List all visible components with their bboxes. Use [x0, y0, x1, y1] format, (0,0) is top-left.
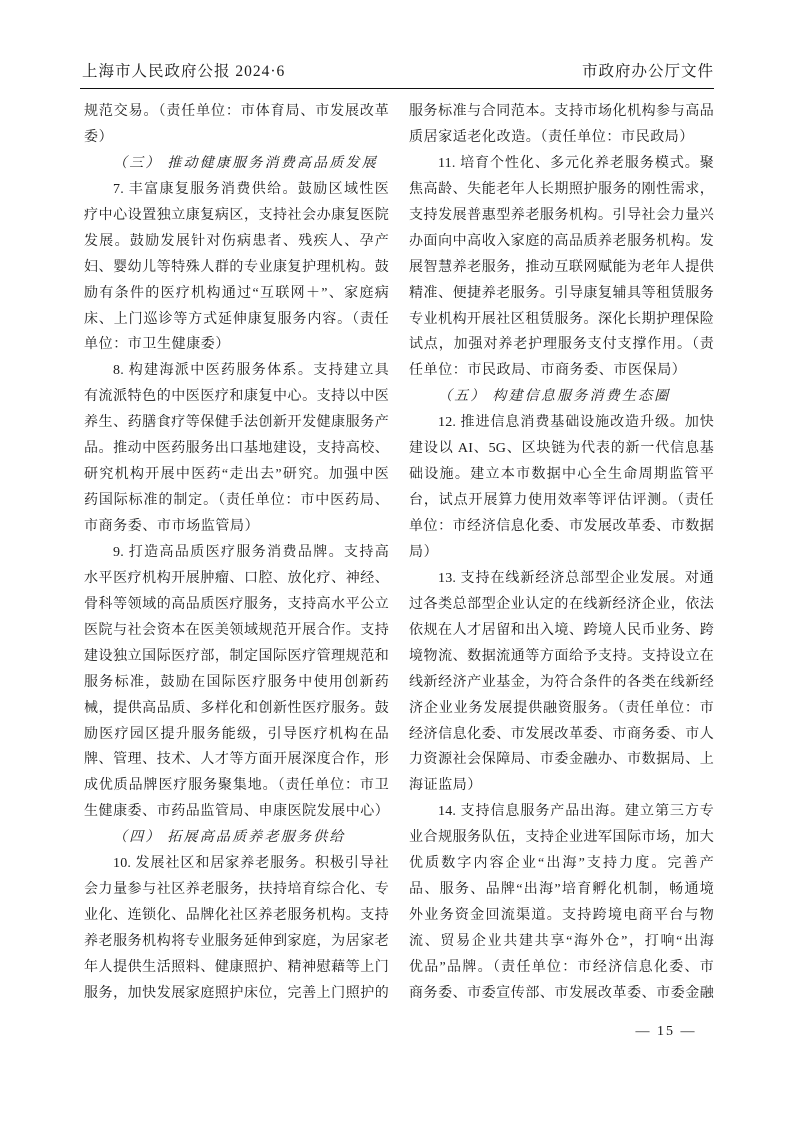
text-line: 品、服务、品牌“出海”培育孵化机制，畅通境 — [409, 882, 714, 898]
text-line: 精准、便捷养老服务。引导康复辅具等租赁服务 — [409, 285, 714, 301]
text-line: 励有条件的医疗机构通过“互联网＋”、家庭病 — [84, 285, 389, 301]
text-line: 专业机构开展社区租赁服务。深化长期护理保险 — [409, 311, 714, 327]
text-line: 优质数字内容企业“出海”支持力度。完善产 — [409, 856, 714, 872]
text-line: 委） — [84, 129, 114, 145]
text-line: 优品”品牌。（责任单位：市经济信息化委、市 — [409, 959, 714, 975]
text-line: 过各类总部型企业认定的在线新经济企业，依法 — [409, 596, 714, 612]
text-line: 励医疗园区提升服务能级，引导医疗机构在品 — [84, 726, 389, 742]
text-line: 疗中心设置独立康复病区，支持社会办康复医院 — [84, 207, 389, 223]
section-heading: （三） 推动健康服务消费高品质发展 — [113, 155, 378, 171]
text-line: 展智慧养老服务，推动互联网赋能为老年人提供 — [409, 259, 714, 275]
page-number: — 15 — — [635, 1024, 697, 1039]
text-line: 线新经济产业基金，为符合条件的各类在线新经 — [409, 674, 714, 690]
page-header — [82, 61, 714, 81]
text-line: 7. 丰富康复服务消费供给。鼓励区域性医 — [113, 181, 389, 197]
header-section-title: 市政府办公厅文件 — [581, 63, 714, 80]
text-line: 海证监局） — [409, 778, 482, 794]
text-line: 床、上门巡诊等方式延伸康复服务内容。（责任 — [84, 311, 389, 327]
text-line: 服务标准与合同范本。支持市场化机构参与高品 — [409, 104, 714, 119]
text-line: 11. 培育个性化、多元化养老服务模式。聚 — [438, 155, 714, 171]
text-line: 发展。鼓励发展针对伤病患者、残疾人、孕产 — [84, 233, 389, 249]
text-line: 妇、婴幼儿等特殊人群的专业康复护理机构。鼓 — [84, 259, 389, 275]
text-line: 质居家适老化改造。（责任单位：市民政局） — [409, 129, 694, 145]
text-line: 会力量参与社区养老服务，扶持培育综合化、专 — [84, 882, 389, 898]
text-line: 规范交易。（责任单位：市体育局、市发展改革 — [84, 104, 389, 119]
text-line: 局） — [409, 544, 439, 560]
text-line: 9. 打造高品质医疗服务消费品牌。支持高 — [113, 544, 389, 560]
text-line: 牌、管理、技术、人才等方面开展深度合作，形 — [84, 752, 389, 768]
text-line: 力资源社会保障局、市委金融办、市数据局、上 — [409, 752, 714, 768]
text-line: 济企业业务发展提供融资服务。（责任单位：市 — [409, 700, 714, 716]
text-line: 建设以 AI、5G、区块链为代表的新一代信息基 — [409, 441, 714, 457]
text-line: 建设独立国际医疗部，制定国际医疗管理规范和 — [84, 648, 389, 664]
text-line: 境物流、数据流通等方面给予支持。支持设立在 — [409, 648, 714, 664]
text-line: 市商务委、市市场监管局） — [84, 519, 260, 534]
text-line: 焦高龄、失能老年人长期照护服务的刚性需求， — [409, 181, 714, 197]
text-line: 养老服务机构将专业服务延伸到家庭，为居家老 — [84, 934, 389, 949]
text-line: 研究机构开展中医药“走出去”研究。加强中医 — [84, 467, 389, 483]
text-line: 养生、药膳食疗等保健手法创新开发健康服务产 — [84, 415, 389, 431]
text-line: 外业务资金回流渠道。支持跨境电商平台与物 — [409, 908, 714, 924]
text-line: 成优质品牌医疗服务聚集地。（责任单位：市卫 — [84, 778, 389, 794]
text-line: 单位：市经济信息化委、市发展改革委、市数据 — [409, 519, 714, 534]
text-line: 年人提供生活照料、健康照护、精神慰藉等上门 — [84, 959, 389, 975]
section-heading: （五） 构建信息服务消费生态圈 — [438, 389, 671, 405]
text-line: 支持发展普惠型养老服务机构。引导社会力量兴 — [409, 207, 714, 223]
text-line: 水平医疗机构开展肿瘤、口腔、放化疗、神经、 — [84, 570, 389, 586]
text-line: 经济信息化委、市发展改革委、市商务委、市人 — [409, 726, 714, 742]
text-line: 13. 支持在线新经济总部型企业发展。对通 — [438, 570, 714, 586]
column-right — [409, 99, 714, 1007]
text-line: 试点，加强对养老护理服务支付支撑作用。（责 — [409, 337, 714, 353]
text-line: 品。推动中医药服务出口基地建设，支持高校、 — [84, 441, 389, 457]
text-line: 单位：市卫生健康委） — [84, 337, 230, 353]
text-line: 服务，加快发展家庭照护床位，完善上门照护的 — [84, 985, 389, 1001]
text-line: 商务委、市委宣传部、市发展改革委、市委金融 — [409, 985, 714, 1001]
text-line: 10. 发展社区和居家养老服务。积极引导社 — [113, 856, 389, 872]
text-line: 医院与社会资本在医美领域规范开展合作。支持 — [84, 622, 389, 638]
document-body — [84, 99, 714, 1007]
text-line: 业化、连锁化、品牌化社区养老服务机构。支持 — [84, 908, 389, 924]
header-rule — [80, 88, 714, 89]
text-line: 械，提供高品质、多样化和创新性医疗服务。鼓 — [84, 700, 389, 716]
text-line: 14. 支持信息服务产品出海。建立第三方专 — [438, 804, 714, 820]
text-line: 台，试点开展算力使用效率等评估评测。（责任 — [409, 493, 714, 509]
text-line: 任单位：市民政局、市商务委、市医保局） — [409, 363, 687, 379]
section-heading: （四） 拓展高品质养老服务供给 — [113, 830, 346, 846]
text-line: 8. 构建海派中医药服务体系。支持建立具 — [113, 363, 389, 379]
text-line: 生健康委、市药品监管局、申康医院发展中心） — [84, 804, 389, 820]
text-line: 依规在人才居留和出入境、跨境人民币业务、跨 — [409, 622, 714, 638]
header-gazette-title: 上海市人民政府公报 2024·6 — [82, 63, 286, 80]
text-line: 12. 推进信息消费基础设施改造升级。加快 — [438, 415, 714, 431]
column-left — [84, 99, 389, 1007]
text-line: 有流派特色的中医医疗和康复中心。支持以中医 — [84, 389, 389, 405]
text-line: 流、贸易企业共建共享“海外仓”，打响“出海 — [409, 934, 714, 949]
text-line: 药国际标准的制定。（责任单位：市中医药局、 — [84, 493, 389, 509]
text-line: 础设施。建立本市数据中心全生命周期监管平 — [409, 467, 714, 483]
text-line: 业合规服务队伍，支持企业进军国际市场，加大 — [409, 830, 714, 846]
text-line: 骨科等领域的高品质医疗服务，支持高水平公立 — [84, 596, 389, 612]
text-line: 办面向中高收入家庭的高品质养老服务机构。发 — [409, 233, 714, 249]
text-line: 服务标准，鼓励在国际医疗服务中使用创新药 — [84, 674, 389, 690]
